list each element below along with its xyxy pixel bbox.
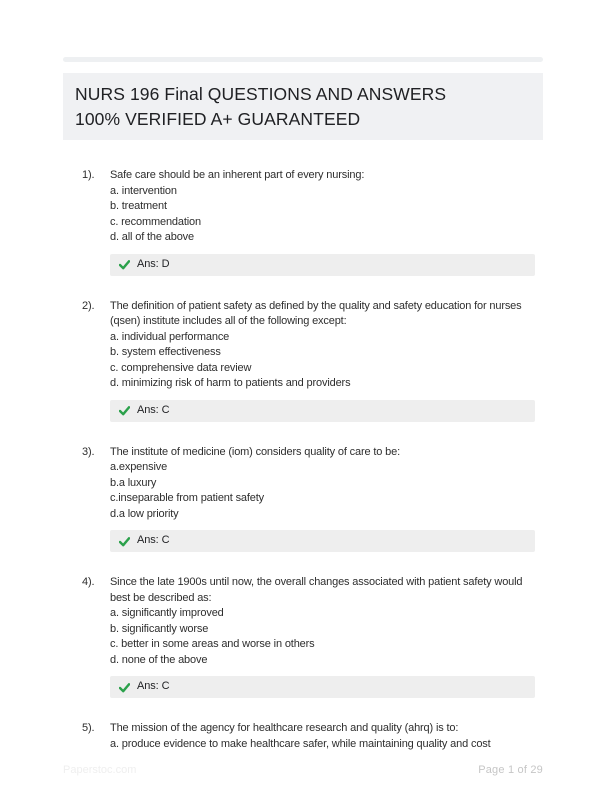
question-body	[110, 299, 543, 422]
option-b: b.a luxury	[110, 476, 157, 489]
page-footer	[63, 764, 543, 776]
option-b: b. treatment	[110, 200, 167, 212]
question-block-1	[63, 168, 543, 276]
document-title-line-2: 100% VERIFIED A+ GUARANTEED	[75, 109, 361, 129]
answer-bar	[110, 400, 535, 422]
page-top-divider	[63, 57, 543, 62]
answer-bar	[110, 676, 535, 698]
watermark-text: Paperstoc.com	[63, 764, 137, 776]
question-body	[110, 445, 543, 553]
question-body	[110, 575, 543, 698]
option-c: c. comprehensive data review	[110, 361, 252, 374]
option-a: a. produce evidence to make healthcare safer, while maintaining quality and cost	[110, 737, 491, 750]
option-d: d. all of the above	[110, 231, 194, 243]
option-c: c.inseparable from patient safety	[110, 492, 265, 504]
option-a: a. intervention	[110, 184, 177, 197]
option-b: b. significantly worse	[110, 622, 209, 635]
question-text: The definition of patient safety as defined by the quality and safety education for nurses (qsen) institute includes all of the following except:	[110, 299, 522, 327]
answer-bar	[110, 530, 535, 552]
page-number: Page 1 of 29	[478, 764, 543, 776]
option-c: c. recommendation	[110, 215, 201, 228]
answer-text: Ans: C	[137, 680, 170, 693]
question-number: 1).	[82, 169, 95, 181]
option-b: b. system effectiveness	[110, 346, 221, 358]
option-a: a.expensive	[110, 461, 168, 473]
check-icon	[119, 259, 130, 270]
option-d: d. minimizing risk of harm to patients and providers	[110, 377, 351, 389]
question-number: 5).	[82, 722, 95, 734]
questions-list	[63, 168, 543, 752]
question-number: 4).	[82, 576, 95, 588]
question-body	[110, 721, 543, 752]
answer-text: Ans: C	[137, 403, 170, 416]
question-body	[110, 168, 543, 276]
question-block-3	[63, 445, 543, 553]
question-text: The institute of medicine (iom) considers quality of care to be:	[110, 445, 400, 458]
check-icon	[119, 682, 130, 693]
question-text: The mission of the agency for healthcare research and quality (ahrq) is to:	[110, 722, 459, 734]
answer-text: Ans: D	[137, 257, 170, 270]
question-block-4	[63, 575, 543, 698]
option-a: a. individual performance	[110, 330, 230, 343]
check-icon	[119, 536, 130, 547]
answer-bar	[110, 254, 535, 276]
question-number: 2).	[82, 299, 95, 312]
check-icon	[119, 405, 130, 416]
question-text: Safe care should be an inherent part of every nursing:	[110, 169, 365, 181]
option-a: a. significantly improved	[110, 607, 224, 619]
option-d: d.a low priority	[110, 507, 179, 520]
question-text: Since the late 1900s until now, the overall changes associated with patient safety would best be described as:	[110, 576, 523, 604]
question-block-2	[63, 299, 543, 422]
question-number: 3).	[82, 445, 95, 458]
option-d: d. none of the above	[110, 653, 208, 666]
option-c: c. better in some areas and worse in others	[110, 638, 315, 650]
question-block-5	[63, 721, 543, 752]
document-title-block	[63, 73, 543, 140]
answer-text: Ans: C	[137, 534, 170, 547]
document-title-line-1: NURS 196 Final QUESTIONS AND ANSWERS	[75, 84, 447, 104]
